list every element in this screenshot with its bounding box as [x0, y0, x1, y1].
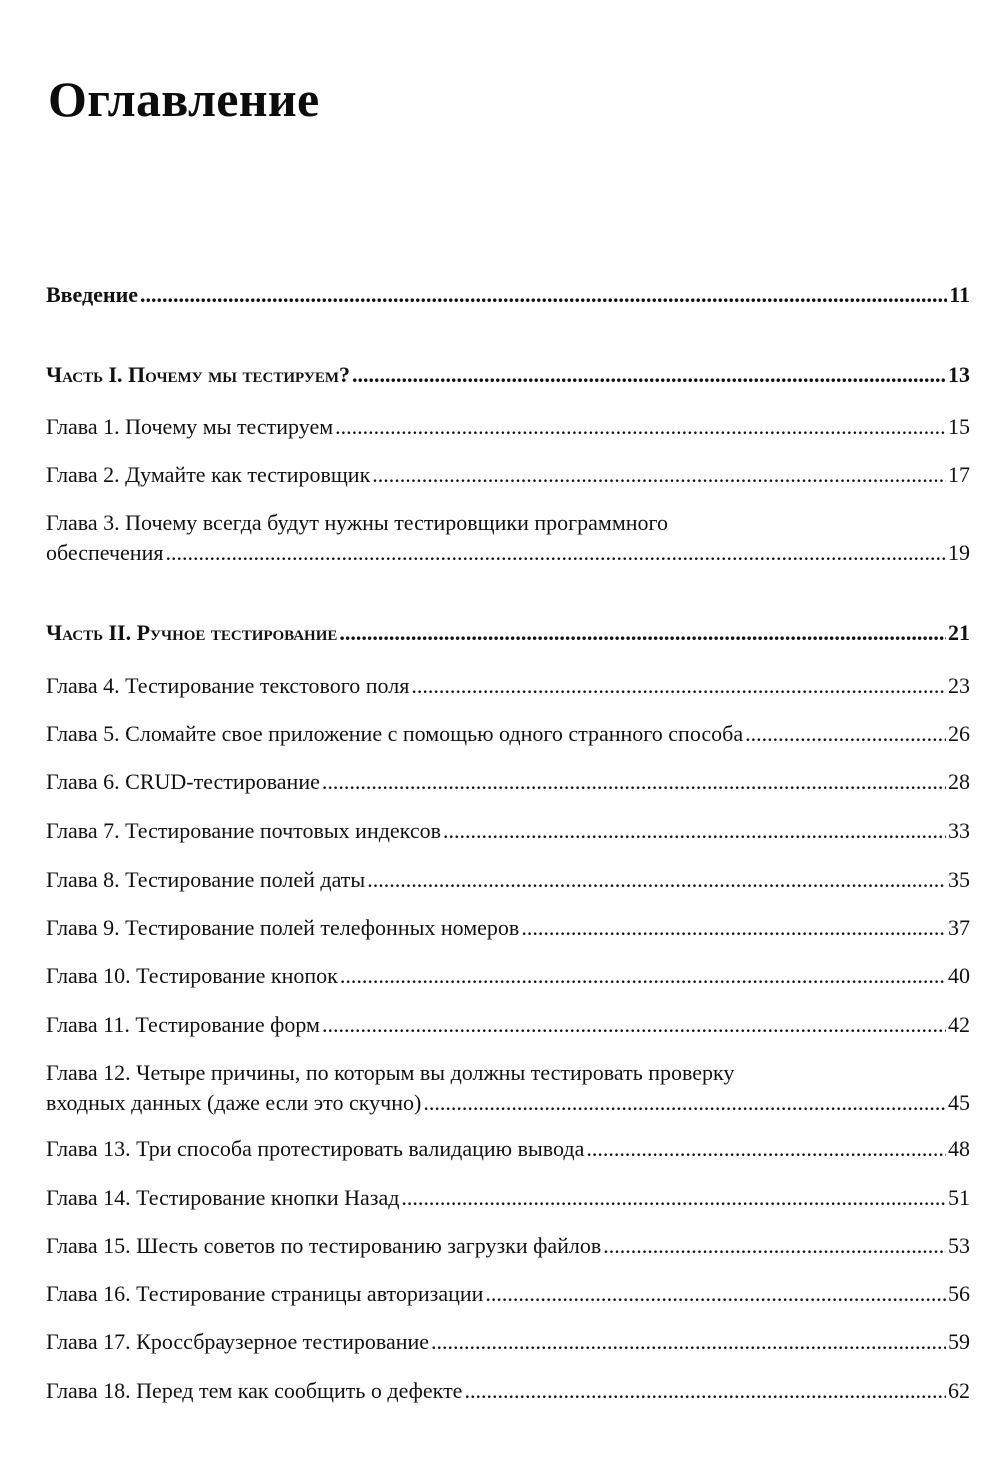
- toc-entry-title: Введение: [46, 282, 139, 307]
- toc-entry-intro[interactable]: [46, 280, 970, 310]
- toc-entry-title-line-2: обеспечения: [46, 540, 164, 565]
- toc-page-number: 48: [948, 1136, 970, 1161]
- toc-entry-title: Глава 14. Тестирование кнопки Назад: [46, 1185, 400, 1210]
- toc-entry-chapter-13[interactable]: [46, 1134, 970, 1164]
- dot-leader: [431, 1327, 946, 1357]
- toc-page-number: 56: [948, 1281, 970, 1306]
- toc-entry-title: Глава 15. Шесть советов по тестированию загрузки файлов: [46, 1233, 602, 1258]
- toc-entry-chapter-12[interactable]: [46, 1058, 970, 1118]
- dot-leader: [140, 280, 947, 310]
- toc-entry-title: Глава 11. Тестирование форм: [46, 1012, 320, 1037]
- toc-entry-chapter-6[interactable]: [46, 767, 970, 797]
- toc-entry-chapter-11[interactable]: [46, 1010, 970, 1040]
- toc-page-number: 51: [948, 1185, 970, 1210]
- toc-entry-title: Глава 8. Тестирование полей даты: [46, 867, 366, 892]
- toc-entry-title: Глава 9. Тестирование полей телефонных номеров: [46, 915, 520, 940]
- toc-entry-chapter-1[interactable]: [46, 412, 970, 442]
- toc-page-number: 53: [948, 1233, 970, 1258]
- dot-leader: [521, 913, 946, 943]
- toc-entry-title: Глава 10. Тестирование кнопок: [46, 963, 338, 988]
- toc-page-number: 15: [948, 414, 970, 439]
- dot-leader: [367, 865, 946, 895]
- toc-page-number: 35: [948, 867, 970, 892]
- dot-leader: [586, 1134, 946, 1164]
- toc-entry-chapter-9[interactable]: [46, 913, 970, 943]
- toc-entry-title: Глава 6. CRUD-тестирование: [46, 769, 320, 794]
- toc-entry-chapter-10[interactable]: [46, 961, 970, 991]
- toc-page-number: 23: [948, 673, 970, 698]
- dot-leader: [340, 961, 946, 991]
- toc-page-number: 33: [948, 818, 970, 843]
- toc-entry-chapter-5[interactable]: [46, 719, 970, 749]
- dot-leader: [339, 618, 946, 648]
- toc-entry-title: Глава 1. Почему мы тестируем: [46, 414, 334, 439]
- dot-leader: [411, 671, 946, 701]
- toc-page-number: 37: [948, 915, 970, 940]
- toc-entry-title: Глава 5. Сломайте свое приложение с помощью одного странного способа: [46, 721, 744, 746]
- toc-entry-title-line-2: входных данных (даже если это скучно): [46, 1090, 422, 1115]
- toc-entry-chapter-14[interactable]: [46, 1183, 970, 1213]
- toc-page-number: 42: [948, 1012, 970, 1037]
- toc-entry-title: Глава 16. Тестирование страницы авторизации: [46, 1281, 484, 1306]
- toc-entry-chapter-18[interactable]: [46, 1376, 970, 1406]
- toc-entry-chapter-4[interactable]: [46, 671, 970, 701]
- toc-entry-title: Глава 13. Три способа протестировать валидацию вывода: [46, 1136, 585, 1161]
- toc-entry-title-line-1: Глава 12. Четыре причины, по которым вы должны тестировать проверку: [46, 1060, 735, 1085]
- toc-page-number: 26: [948, 721, 970, 746]
- toc-entry-title: Глава 7. Тестирование почтовых индексов: [46, 818, 441, 843]
- toc-page-number: 21: [948, 620, 970, 645]
- dot-leader: [464, 1376, 946, 1406]
- toc-page-number: 28: [948, 769, 970, 794]
- toc-entry-chapter-16[interactable]: [46, 1279, 970, 1309]
- toc-entry-part-2[interactable]: [46, 618, 970, 648]
- dot-leader: [352, 360, 946, 390]
- toc-entry-title: Глава 2. Думайте как тестировщик: [46, 462, 371, 487]
- dot-leader: [322, 767, 946, 797]
- toc-entry-title: Глава 18. Перед тем как сообщить о дефекте: [46, 1378, 463, 1403]
- page-title: Оглавление: [48, 71, 320, 127]
- toc-entry-title: Часть I. Почему мы тестируем?: [46, 362, 350, 387]
- toc-page-number: 62: [948, 1378, 970, 1403]
- toc-entry-chapter-17[interactable]: [46, 1327, 970, 1357]
- dot-leader: [443, 816, 946, 846]
- toc-entry-chapter-7[interactable]: [46, 816, 970, 846]
- toc-page-number: 13: [948, 362, 970, 387]
- dot-leader: [322, 1010, 946, 1040]
- toc-entry-chapter-15[interactable]: [46, 1231, 970, 1261]
- toc-page-number: 59: [948, 1329, 970, 1354]
- toc-entry-chapter-3[interactable]: [46, 508, 970, 568]
- dot-leader: [485, 1279, 946, 1309]
- toc-entry-title: Часть II. Ручное тестирование: [46, 620, 338, 645]
- toc-entry-part-1[interactable]: [46, 360, 970, 390]
- dot-leader: [335, 412, 946, 442]
- toc-entry-title: Глава 4. Тестирование текстового поля: [46, 673, 410, 698]
- dot-leader: [165, 538, 946, 568]
- dot-leader: [745, 719, 946, 749]
- toc-entry-chapter-8[interactable]: [46, 865, 970, 895]
- dot-leader: [423, 1088, 946, 1118]
- toc-page-number: 19: [948, 540, 970, 565]
- toc-page-number: 11: [949, 282, 970, 307]
- toc-entry-chapter-2[interactable]: [46, 460, 970, 490]
- dot-leader: [603, 1231, 946, 1261]
- toc-entry-title-line-1: Глава 3. Почему всегда будут нужны тестировщики программного: [46, 510, 668, 535]
- dot-leader: [372, 460, 946, 490]
- dot-leader: [401, 1183, 946, 1213]
- toc-page-number: 40: [948, 963, 970, 988]
- toc-page-number: 45: [948, 1090, 970, 1115]
- toc-entry-title: Глава 17. Кроссбраузерное тестирование: [46, 1329, 430, 1354]
- toc-page-number: 17: [948, 462, 970, 487]
